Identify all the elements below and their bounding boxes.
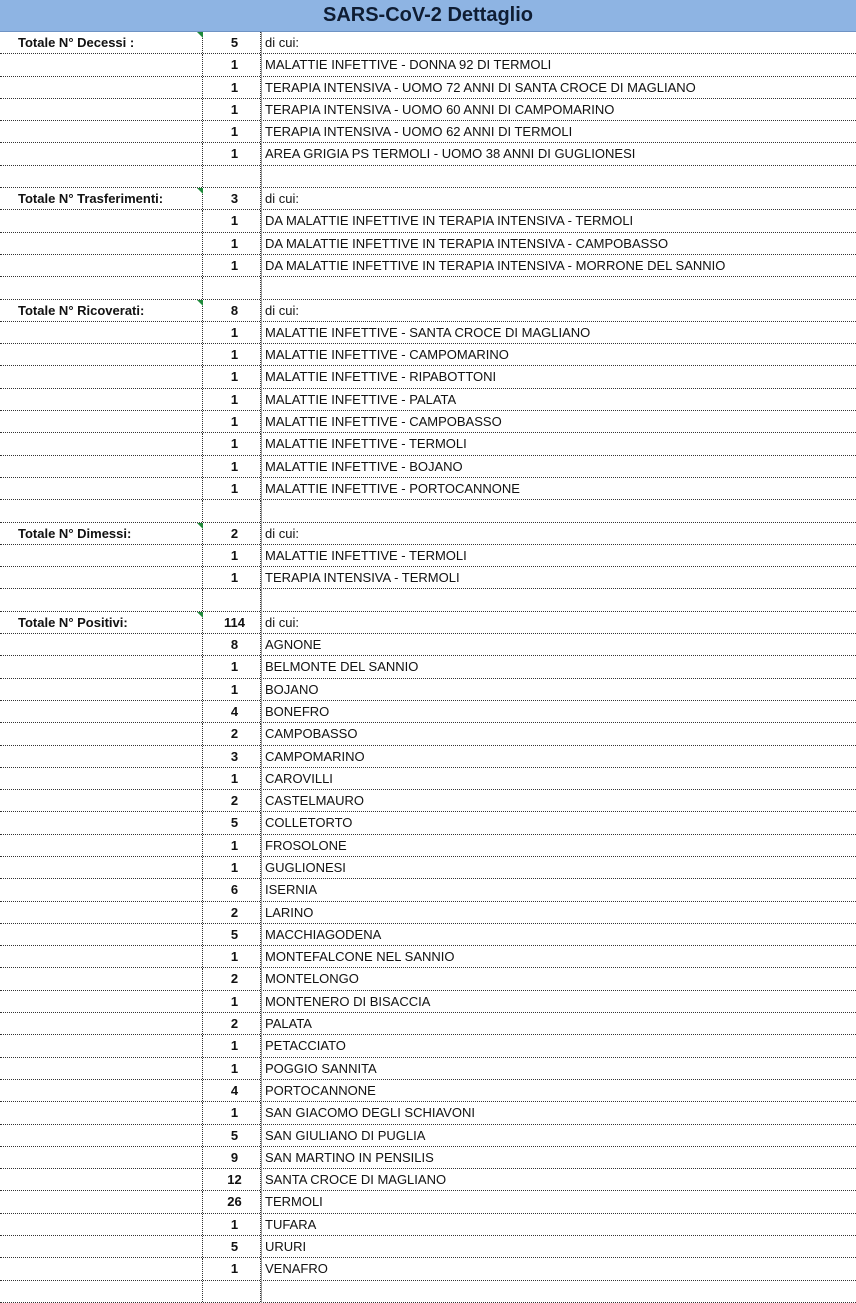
detail-row (0, 456, 856, 478)
detail-count[interactable]: 1 (203, 1258, 261, 1279)
detail-row (0, 790, 856, 812)
detail-count[interactable]: 1 (203, 77, 261, 98)
empty-cell[interactable] (0, 478, 203, 499)
detail-desc[interactable]: CAROVILLI (265, 770, 333, 786)
detail-count[interactable]: 1 (203, 255, 261, 276)
detail-row (0, 433, 856, 455)
detail-row (0, 946, 856, 968)
detail-row (0, 567, 856, 589)
empty-cell[interactable] (0, 1035, 203, 1056)
detail-desc[interactable]: LARINO (265, 904, 314, 920)
total-row (0, 300, 856, 322)
detail-desc[interactable]: CAMPOBASSO (265, 726, 358, 742)
detail-desc[interactable]: MALATTIE INFETTIVE - CAMPOBASSO (265, 414, 502, 430)
detail-row (0, 99, 856, 121)
empty-cell[interactable] (0, 500, 203, 521)
detail-row (0, 656, 856, 678)
detail-count[interactable]: 1 (203, 835, 261, 856)
detail-count[interactable]: 1 (203, 1102, 261, 1123)
total-desc[interactable]: di cui: (265, 525, 299, 541)
detail-desc[interactable]: VENAFRO (265, 1261, 328, 1277)
detail-desc[interactable]: CASTELMAURO (265, 793, 364, 809)
detail-desc[interactable]: AREA GRIGIA PS TERMOLI - UOMO 38 ANNI DI GUGLIONESI (265, 146, 636, 162)
detail-row (0, 255, 856, 277)
detail-count[interactable]: 9 (203, 1147, 261, 1168)
empty-cell[interactable] (0, 366, 203, 387)
detail-count[interactable]: 3 (203, 746, 261, 767)
detail-desc[interactable]: BOJANO (265, 681, 319, 697)
detail-desc[interactable]: PORTOCANNONE (265, 1082, 376, 1098)
empty-cell[interactable] (0, 210, 203, 231)
cell-comment-marker-icon (197, 612, 203, 618)
empty-cell[interactable] (261, 1281, 856, 1302)
detail-row (0, 54, 856, 76)
empty-cell[interactable] (0, 233, 203, 254)
empty-cell[interactable] (0, 411, 203, 432)
empty-cell[interactable] (203, 1281, 261, 1302)
empty-cell[interactable] (0, 746, 203, 767)
detail-count[interactable]: 1 (203, 857, 261, 878)
empty-cell[interactable] (261, 166, 856, 187)
detail-count[interactable]: 1 (203, 946, 261, 967)
empty-cell[interactable] (0, 1214, 203, 1235)
empty-cell[interactable] (0, 1169, 203, 1190)
detail-row (0, 879, 856, 901)
detail-row (0, 857, 856, 879)
detail-row (0, 1258, 856, 1280)
detail-count[interactable]: 8 (203, 634, 261, 655)
total-count[interactable]: 114 (203, 612, 261, 633)
detail-count[interactable]: 1 (203, 344, 261, 365)
detail-count[interactable]: 1 (203, 322, 261, 343)
detail-desc[interactable]: FROSOLONE (265, 837, 347, 853)
detail-desc[interactable]: TERMOLI (265, 1194, 323, 1210)
empty-cell[interactable] (0, 1258, 203, 1279)
detail-desc[interactable]: PALATA (265, 1016, 312, 1032)
empty-cell[interactable] (0, 790, 203, 811)
total-label-text: Totale N° Positivi: (18, 614, 128, 630)
total-label[interactable] (0, 32, 203, 53)
detail-row (0, 902, 856, 924)
detail-desc[interactable]: MALATTIE INFETTIVE - RIPABOTTONI (265, 369, 497, 385)
detail-count[interactable]: 1 (203, 411, 261, 432)
detail-desc[interactable]: TERAPIA INTENSIVA - UOMO 60 ANNI DI CAMPOMARINO (265, 101, 615, 117)
empty-cell[interactable] (0, 924, 203, 945)
empty-cell[interactable] (0, 991, 203, 1012)
detail-count[interactable]: 1 (203, 99, 261, 120)
empty-cell[interactable] (0, 1013, 203, 1034)
detail-count[interactable]: 1 (203, 210, 261, 231)
detail-row (0, 746, 856, 768)
empty-cell[interactable] (261, 500, 856, 521)
empty-cell[interactable] (0, 812, 203, 833)
detail-row (0, 991, 856, 1013)
detail-desc[interactable]: MALATTIE INFETTIVE - PORTOCANNONE (265, 480, 520, 496)
empty-cell[interactable] (0, 1058, 203, 1079)
empty-cell[interactable] (203, 500, 261, 521)
detail-count[interactable]: 1 (203, 366, 261, 387)
empty-cell[interactable] (0, 1236, 203, 1257)
detail-row (0, 344, 856, 366)
total-label[interactable] (0, 523, 203, 544)
total-row (0, 32, 856, 54)
cell-comment-marker-icon (197, 188, 203, 194)
detail-count[interactable]: 2 (203, 968, 261, 989)
detail-desc[interactable]: URURI (265, 1239, 307, 1255)
detail-row (0, 545, 856, 567)
empty-cell[interactable] (0, 946, 203, 967)
detail-desc[interactable]: DA MALATTIE INFETTIVE IN TERAPIA INTENSIVA - CAMPOBASSO (265, 235, 669, 251)
detail-count[interactable]: 12 (203, 1169, 261, 1190)
detail-count[interactable]: 1 (203, 1214, 261, 1235)
detail-row (0, 1191, 856, 1213)
detail-desc[interactable]: COLLETORTO (265, 815, 353, 831)
detail-desc[interactable]: TUFARA (265, 1216, 317, 1232)
detail-row (0, 143, 856, 165)
detail-row (0, 1214, 856, 1236)
detail-desc[interactable]: TERAPIA INTENSIVA - TERMOLI (265, 570, 460, 586)
total-label[interactable] (0, 188, 203, 209)
detail-row (0, 701, 856, 723)
detail-count[interactable]: 1 (203, 679, 261, 700)
total-label-text: Totale N° Trasferimenti: (18, 191, 164, 207)
detail-row (0, 1125, 856, 1147)
detail-desc[interactable]: AGNONE (265, 637, 322, 653)
detail-count[interactable]: 26 (203, 1191, 261, 1212)
detail-count[interactable]: 1 (203, 233, 261, 254)
detail-desc[interactable]: BELMONTE DEL SANNIO (265, 659, 419, 675)
total-desc[interactable]: di cui: (265, 614, 299, 630)
empty-cell[interactable] (0, 255, 203, 276)
empty-cell[interactable] (0, 679, 203, 700)
detail-row (0, 322, 856, 344)
total-desc[interactable]: di cui: (265, 302, 299, 318)
empty-cell[interactable] (261, 589, 856, 610)
detail-desc[interactable]: MONTELONGO (265, 971, 359, 987)
empty-cell[interactable] (0, 545, 203, 566)
detail-count[interactable]: 2 (203, 790, 261, 811)
empty-cell[interactable] (0, 902, 203, 923)
detail-desc[interactable]: SAN MARTINO IN PENSILIS (265, 1149, 434, 1165)
empty-cell[interactable] (0, 567, 203, 588)
total-desc[interactable]: di cui: (265, 191, 299, 207)
detail-count[interactable]: 2 (203, 1013, 261, 1034)
detail-desc[interactable]: ISERNIA (265, 882, 318, 898)
detail-row (0, 1169, 856, 1191)
empty-cell[interactable] (0, 701, 203, 722)
total-row (0, 188, 856, 210)
detail-row (0, 1080, 856, 1102)
total-count[interactable]: 8 (203, 300, 261, 321)
empty-cell[interactable] (0, 1281, 203, 1302)
detail-count[interactable]: 1 (203, 121, 261, 142)
empty-cell[interactable] (0, 433, 203, 454)
empty-cell[interactable] (0, 166, 203, 187)
blank-row (0, 500, 856, 522)
empty-cell[interactable] (0, 634, 203, 655)
detail-count[interactable]: 5 (203, 1236, 261, 1257)
detail-count[interactable]: 1 (203, 478, 261, 499)
detail-count[interactable]: 1 (203, 545, 261, 566)
detail-count[interactable]: 1 (203, 656, 261, 677)
empty-cell[interactable] (0, 835, 203, 856)
detail-count[interactable]: 1 (203, 456, 261, 477)
detail-desc[interactable]: DA MALATTIE INFETTIVE IN TERAPIA INTENSIVA - TERMOLI (265, 213, 634, 229)
detail-desc[interactable]: PETACCIATO (265, 1038, 346, 1054)
detail-desc[interactable]: SANTA CROCE DI MAGLIANO (265, 1172, 447, 1188)
detail-desc[interactable]: SAN GIACOMO DEGLI SCHIAVONI (265, 1105, 475, 1121)
detail-row (0, 389, 856, 411)
empty-cell[interactable] (0, 1102, 203, 1123)
empty-cell[interactable] (0, 54, 203, 75)
empty-cell[interactable] (0, 968, 203, 989)
detail-count[interactable]: 1 (203, 1035, 261, 1056)
empty-cell[interactable] (203, 589, 261, 610)
detail-row (0, 1102, 856, 1124)
detail-desc[interactable]: MALATTIE INFETTIVE - TERMOLI (265, 547, 467, 563)
empty-cell[interactable] (0, 121, 203, 142)
detail-count[interactable]: 1 (203, 54, 261, 75)
detail-desc[interactable]: MACCHIAGODENA (265, 926, 382, 942)
empty-cell[interactable] (0, 99, 203, 120)
empty-cell[interactable] (0, 723, 203, 744)
total-count[interactable]: 2 (203, 523, 261, 544)
detail-count[interactable]: 1 (203, 768, 261, 789)
detail-row (0, 723, 856, 745)
sheet-title: SARS-CoV-2 Dettaglio (0, 0, 856, 32)
empty-cell[interactable] (0, 1125, 203, 1146)
detail-count[interactable]: 1 (203, 389, 261, 410)
detail-row (0, 1013, 856, 1035)
empty-cell[interactable] (0, 143, 203, 164)
total-label[interactable] (0, 612, 203, 633)
detail-row (0, 121, 856, 143)
empty-cell[interactable] (0, 1191, 203, 1212)
empty-cell[interactable] (203, 277, 261, 298)
detail-row (0, 1147, 856, 1169)
detail-count[interactable]: 2 (203, 902, 261, 923)
detail-row (0, 968, 856, 990)
empty-cell[interactable] (0, 322, 203, 343)
detail-count[interactable]: 4 (203, 701, 261, 722)
empty-cell[interactable] (0, 857, 203, 878)
total-count[interactable]: 5 (203, 32, 261, 53)
detail-desc[interactable]: MALATTIE INFETTIVE - SANTA CROCE DI MAGLIANO (265, 324, 591, 340)
detail-row (0, 924, 856, 946)
column-divider (261, 32, 262, 1303)
detail-count[interactable]: 6 (203, 879, 261, 900)
empty-cell[interactable] (0, 456, 203, 477)
detail-row (0, 1035, 856, 1057)
detail-count[interactable]: 1 (203, 567, 261, 588)
detail-row (0, 1058, 856, 1080)
detail-count[interactable]: 1 (203, 1058, 261, 1079)
detail-desc[interactable]: GUGLIONESI (265, 859, 346, 875)
detail-desc[interactable]: CAMPOMARINO (265, 748, 365, 764)
blank-row (0, 589, 856, 611)
data-grid (0, 32, 856, 1303)
detail-row (0, 478, 856, 500)
total-label-text: Totale N° Ricoverati: (18, 302, 145, 318)
empty-cell[interactable] (203, 166, 261, 187)
detail-count[interactable]: 5 (203, 1125, 261, 1146)
detail-desc[interactable]: TERAPIA INTENSIVA - UOMO 62 ANNI DI TERMOLI (265, 124, 573, 140)
detail-row (0, 210, 856, 232)
total-desc[interactable]: di cui: (265, 35, 299, 50)
empty-cell[interactable] (0, 344, 203, 365)
detail-desc[interactable]: MONTENERO DI BISACCIA (265, 993, 431, 1009)
empty-cell[interactable] (0, 768, 203, 789)
detail-row (0, 768, 856, 790)
empty-cell[interactable] (0, 1147, 203, 1168)
detail-desc[interactable]: MALATTIE INFETTIVE - PALATA (265, 391, 457, 407)
detail-desc[interactable]: POGGIO SANNITA (265, 1060, 377, 1076)
total-row (0, 612, 856, 634)
empty-cell[interactable] (0, 656, 203, 677)
detail-desc[interactable]: TERAPIA INTENSIVA - UOMO 72 ANNI DI SANTA CROCE DI MAGLIANO (265, 79, 696, 95)
detail-desc[interactable]: MALATTIE INFETTIVE - DONNA 92 DI TERMOLI (265, 57, 552, 73)
detail-desc[interactable]: MONTEFALCONE NEL SANNIO (265, 949, 455, 965)
detail-desc[interactable]: MALATTIE INFETTIVE - CAMPOMARINO (265, 347, 509, 363)
detail-desc[interactable]: BONEFRO (265, 703, 330, 719)
detail-row (0, 679, 856, 701)
total-label-text: Totale N° Dimessi: (18, 525, 132, 541)
empty-cell[interactable] (0, 389, 203, 410)
blank-row (0, 1281, 856, 1303)
blank-row (0, 166, 856, 188)
cell-comment-marker-icon (197, 32, 203, 38)
empty-cell[interactable] (261, 277, 856, 298)
detail-count[interactable]: 1 (203, 143, 261, 164)
detail-row (0, 233, 856, 255)
total-count[interactable]: 3 (203, 188, 261, 209)
detail-row (0, 812, 856, 834)
empty-cell[interactable] (0, 879, 203, 900)
detail-desc[interactable]: SAN GIULIANO DI PUGLIA (265, 1127, 426, 1143)
detail-row (0, 366, 856, 388)
empty-cell[interactable] (0, 1080, 203, 1101)
detail-row (0, 1236, 856, 1258)
detail-row (0, 77, 856, 99)
detail-count[interactable]: 1 (203, 433, 261, 454)
cell-comment-marker-icon (197, 523, 203, 529)
detail-count[interactable]: 5 (203, 812, 261, 833)
total-label-text: Totale N° Decessi : (18, 35, 135, 50)
total-label[interactable] (0, 300, 203, 321)
detail-count[interactable]: 2 (203, 723, 261, 744)
detail-row (0, 835, 856, 857)
empty-cell[interactable] (0, 589, 203, 610)
detail-count[interactable]: 1 (203, 991, 261, 1012)
empty-cell[interactable] (0, 77, 203, 98)
detail-desc[interactable]: MALATTIE INFETTIVE - BOJANO (265, 458, 463, 474)
blank-row (0, 277, 856, 299)
detail-count[interactable]: 5 (203, 924, 261, 945)
detail-count[interactable]: 4 (203, 1080, 261, 1101)
empty-cell[interactable] (0, 277, 203, 298)
total-row (0, 523, 856, 545)
detail-row (0, 634, 856, 656)
detail-desc[interactable]: MALATTIE INFETTIVE - TERMOLI (265, 436, 467, 452)
detail-desc[interactable]: DA MALATTIE INFETTIVE IN TERAPIA INTENSIVA - MORRONE DEL SANNIO (265, 257, 726, 273)
cell-comment-marker-icon (197, 300, 203, 306)
detail-row (0, 411, 856, 433)
